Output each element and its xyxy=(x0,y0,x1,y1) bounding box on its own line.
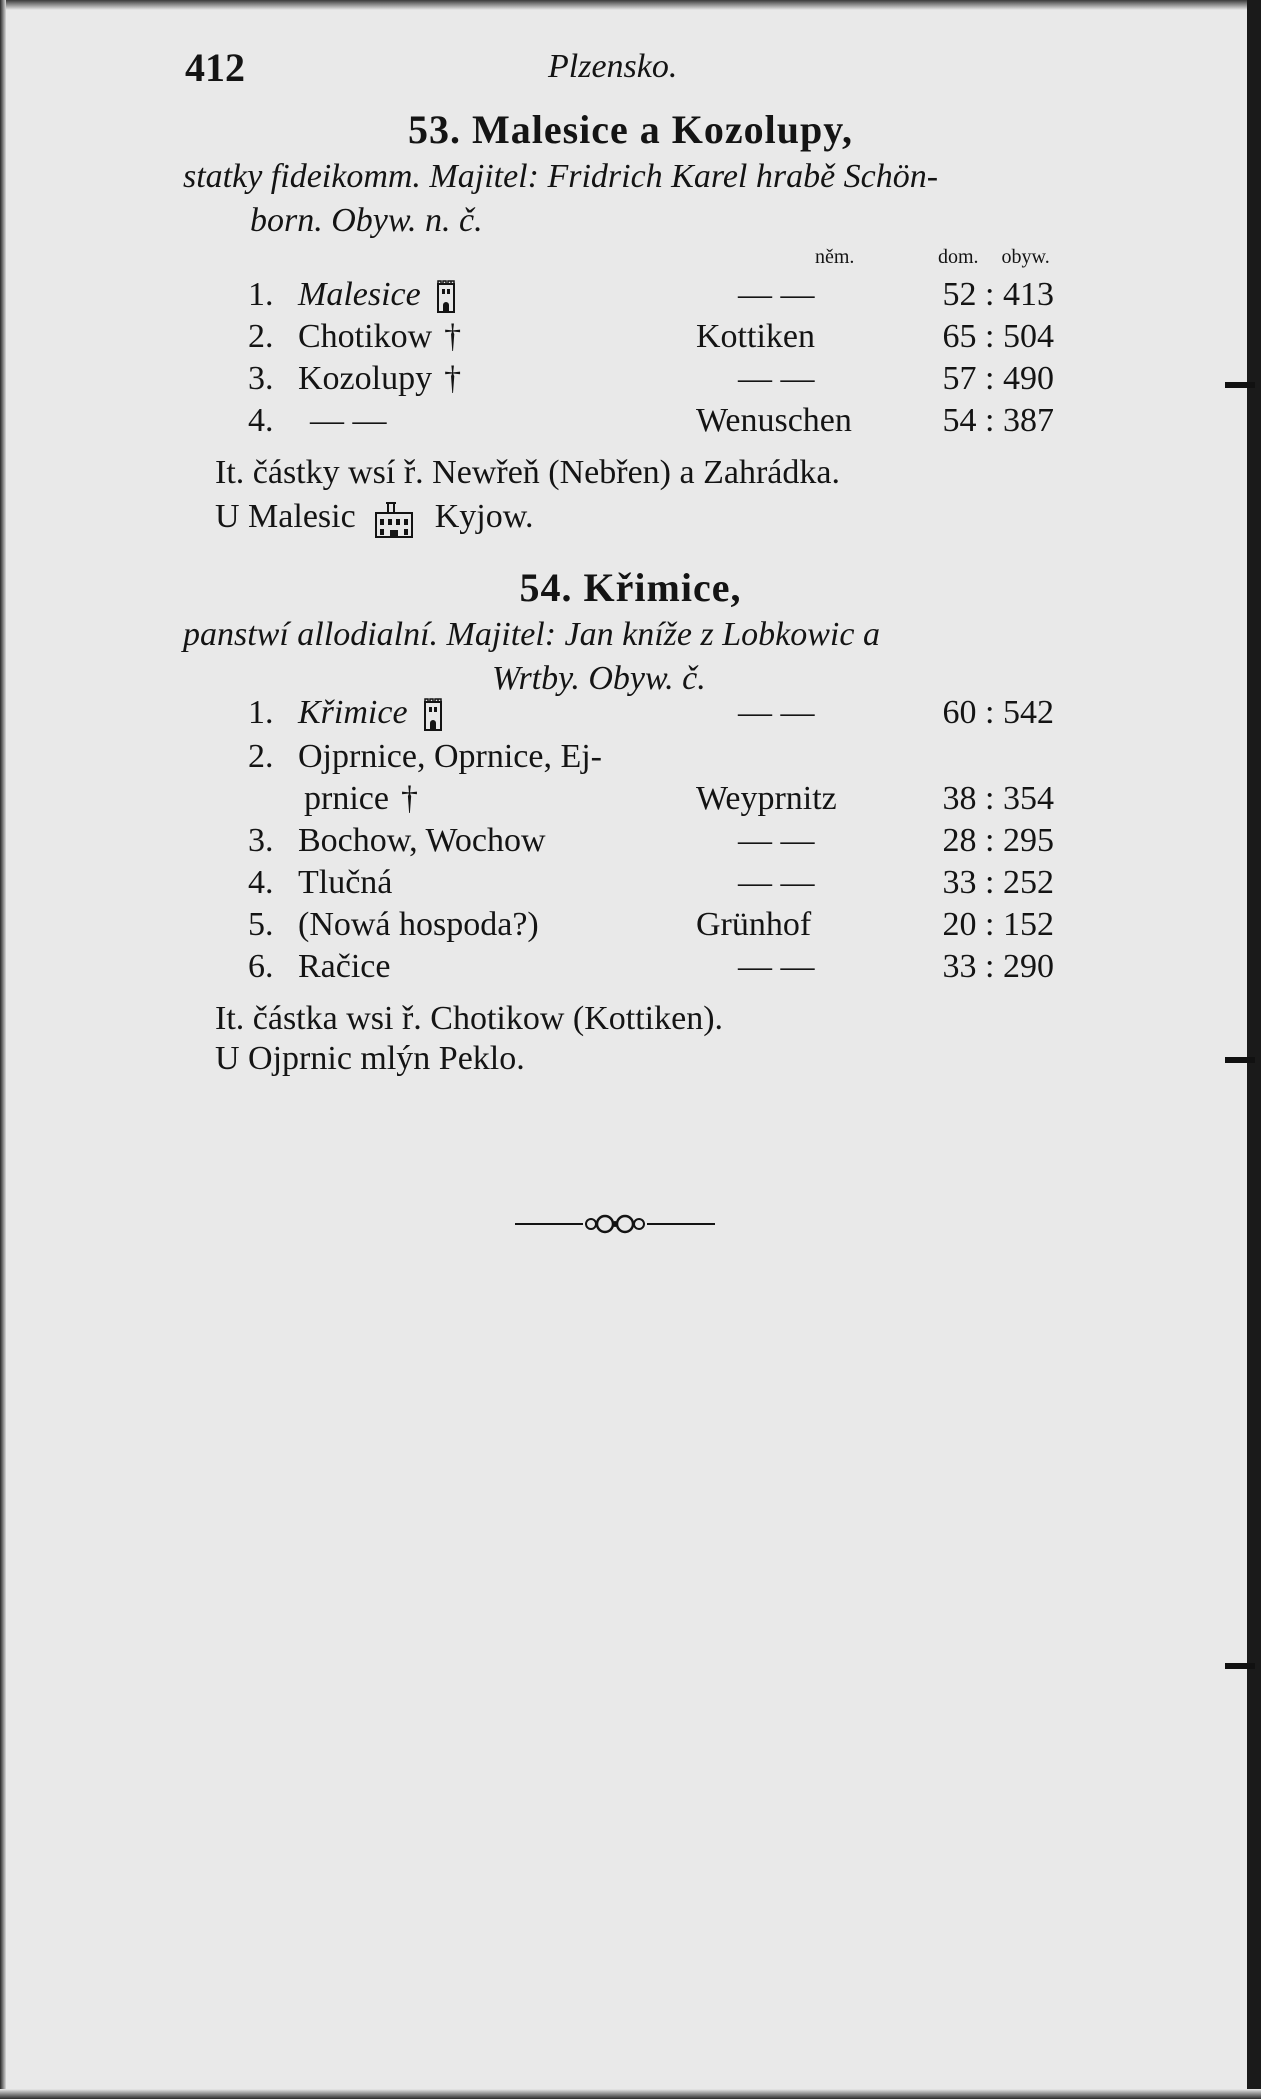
church-cross-icon: † xyxy=(400,780,418,817)
row-number: 1. xyxy=(248,276,274,313)
section-desc-54-line1: panstwí allodialní. Majitel: Jan kníže z Lobkowic a xyxy=(183,616,880,653)
german-name: — — xyxy=(738,276,815,313)
place-name-text: prnice xyxy=(304,780,389,817)
german-name: Grünhof xyxy=(696,906,812,943)
table-row xyxy=(0,276,1261,318)
house-population-count: 28 : 295 xyxy=(942,822,1054,859)
running-head: Plzensko. xyxy=(548,48,678,85)
page-number: 412 xyxy=(185,45,245,90)
section-desc-54-line2: Wrtby. Obyw. č. xyxy=(492,660,706,697)
row-number: 6. xyxy=(248,948,274,985)
church-cross-icon: † xyxy=(444,360,462,397)
row-number: 3. xyxy=(248,822,274,859)
table-row xyxy=(0,402,1261,444)
place-name xyxy=(298,276,457,314)
place-name xyxy=(298,694,444,732)
page-header xyxy=(185,44,1065,104)
place-name: Bochow, Wochow xyxy=(298,822,546,859)
german-name: Weyprnitz xyxy=(696,780,837,817)
german-name: Kottiken xyxy=(696,318,815,355)
note-line: It. částka wsi ř. Chotikow (Kottiken). xyxy=(215,1000,724,1037)
place-name: Račice xyxy=(298,948,391,985)
row-number: 1. xyxy=(248,694,274,731)
house-population-count: 20 : 152 xyxy=(942,906,1054,943)
section-desc-53-line2: born. Obyw. n. č. xyxy=(250,202,483,239)
binding-tick xyxy=(1225,1057,1255,1063)
place-name: (Nowá hospoda?) xyxy=(298,906,539,943)
place-name xyxy=(298,360,461,398)
row-number: 4. xyxy=(248,864,274,901)
column-header-nem: něm. xyxy=(815,246,855,268)
row-number: 5. xyxy=(248,906,274,943)
row-number: 2. xyxy=(248,738,274,775)
german-name: — — xyxy=(738,822,815,859)
table-row xyxy=(0,694,1261,736)
german-name: — — xyxy=(738,948,815,985)
row-number: 2. xyxy=(248,318,274,355)
table-row xyxy=(0,906,1261,948)
house-population-count: 38 : 354 xyxy=(942,780,1054,817)
page-edge-bottom xyxy=(0,2089,1261,2099)
german-name: Wenuschen xyxy=(696,402,852,439)
table-row xyxy=(0,318,1261,360)
binding-tick xyxy=(1225,1663,1255,1669)
castle-icon xyxy=(435,280,457,314)
german-name: — — xyxy=(738,694,815,731)
house-population-count: 52 : 413 xyxy=(942,276,1054,313)
german-name: — — xyxy=(738,864,815,901)
table-row xyxy=(0,864,1261,906)
table-row xyxy=(0,780,1261,822)
castle-icon xyxy=(422,698,444,732)
column-header-dom-obyw: dom. obyw. xyxy=(938,246,1050,268)
ornament-divider xyxy=(515,1204,715,1244)
note-text: Kyjow. xyxy=(434,498,534,535)
place-name-text: Křimice xyxy=(298,694,408,731)
house-population-count: 33 : 290 xyxy=(942,948,1054,985)
section-title-54: 54. Křimice, xyxy=(519,565,742,610)
note-line: U Ojprnic mlýn Peklo. xyxy=(215,1040,525,1077)
section-desc-53-line1: statky fideikomm. Majitel: Fridrich Karel hrabě Schön- xyxy=(183,158,939,195)
house-population-count: 33 : 252 xyxy=(942,864,1054,901)
note-text: U Malesic xyxy=(215,498,356,535)
place-name-text: Chotikow xyxy=(298,318,433,355)
place-name xyxy=(304,780,418,818)
table-row xyxy=(0,948,1261,990)
section-title-53: 53. Malesice a Kozolupy, xyxy=(407,107,854,152)
table-row xyxy=(0,738,1261,780)
place-name-text: Malesice xyxy=(298,276,421,313)
note-line: It. částky wsí ř. Newřeň (Nebřen) a Zahrádka. xyxy=(215,454,840,491)
house-population-count: 57 : 490 xyxy=(942,360,1054,397)
place-name-text: Kozolupy xyxy=(298,360,433,397)
german-name: — — xyxy=(738,360,815,397)
house-population-count: 65 : 504 xyxy=(942,318,1054,355)
place-name: — — xyxy=(310,402,387,439)
table-row xyxy=(0,822,1261,864)
house-population-count: 54 : 387 xyxy=(942,402,1054,439)
manor-icon xyxy=(372,499,416,539)
place-name xyxy=(298,318,461,356)
row-number: 3. xyxy=(248,360,274,397)
place-name: Ojprnice, Oprnice, Ej- xyxy=(298,738,602,775)
note-line xyxy=(215,498,534,539)
page-edge-top xyxy=(0,0,1261,10)
house-population-count: 60 : 542 xyxy=(942,694,1054,731)
place-name: Tlučná xyxy=(298,864,393,901)
table-row xyxy=(0,360,1261,402)
church-cross-icon: † xyxy=(444,318,462,355)
row-number: 4. xyxy=(248,402,274,439)
